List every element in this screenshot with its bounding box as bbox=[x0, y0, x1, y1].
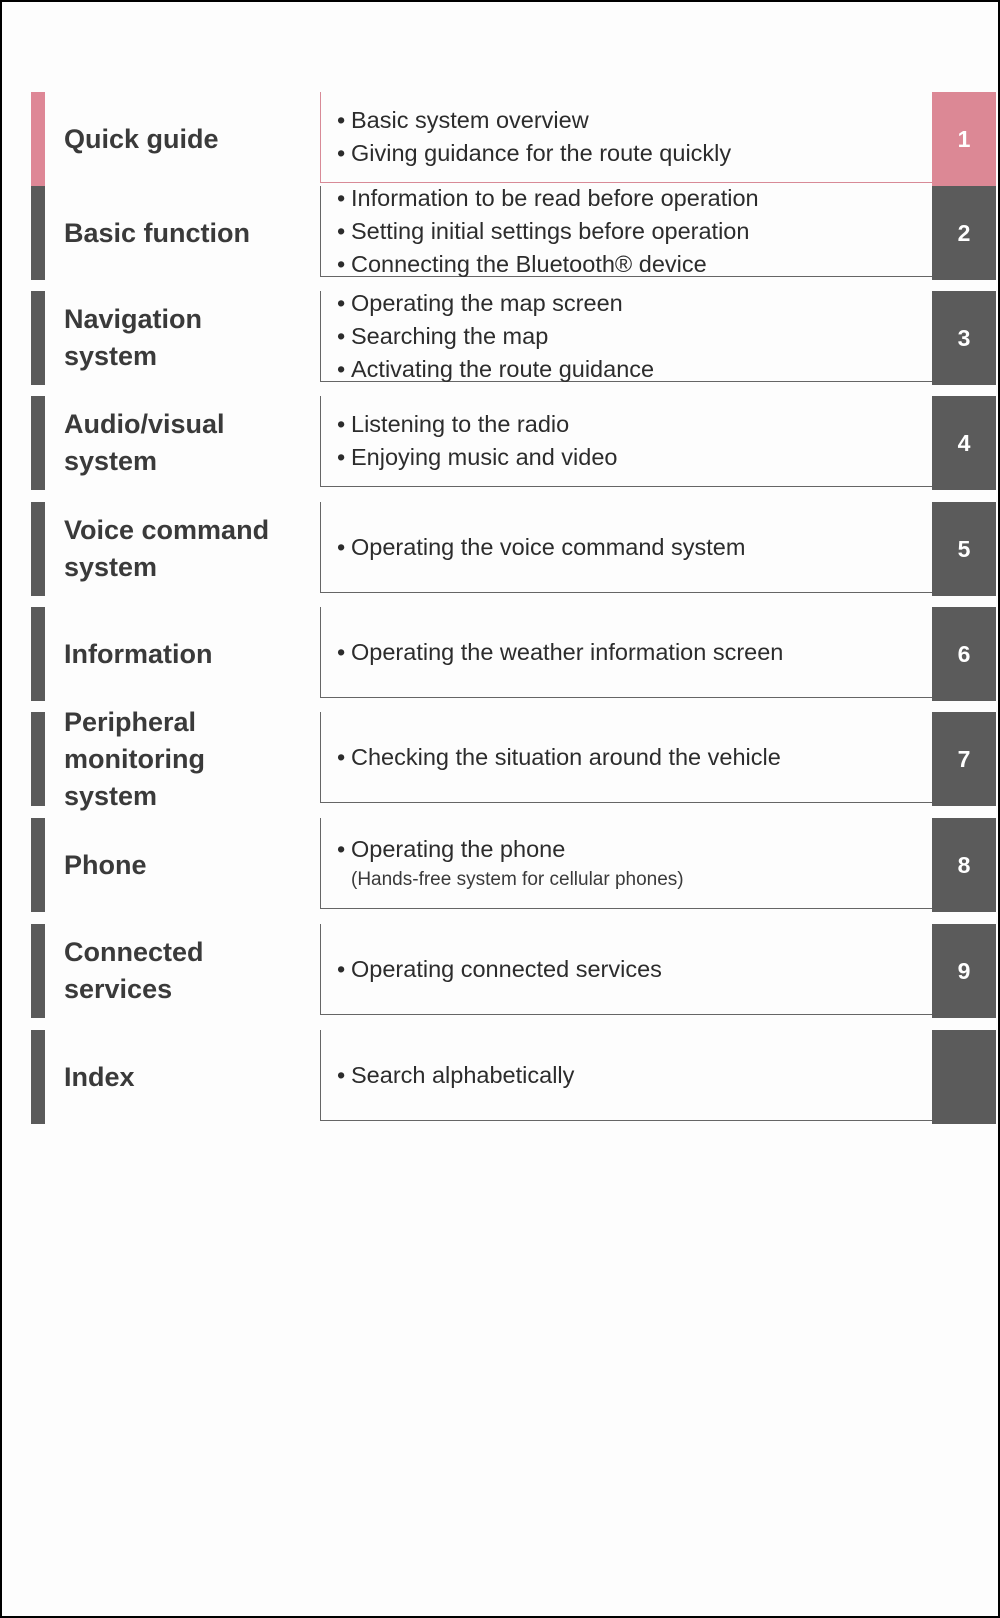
section-contents bbox=[320, 502, 932, 593]
contents-item[interactable]: • Searching the map bbox=[337, 320, 932, 353]
section-voice-command-system[interactable] bbox=[0, 502, 1000, 596]
section-tab[interactable]: 4 bbox=[932, 396, 996, 490]
contents-item[interactable]: • Checking the situation around the vehicle bbox=[337, 741, 932, 774]
section-tab[interactable]: 2 bbox=[932, 186, 996, 280]
section-tab[interactable]: 9 bbox=[932, 924, 996, 1018]
contents-item[interactable]: • Listening to the radio bbox=[337, 408, 932, 441]
contents-item[interactable]: • Setting initial settings before operation bbox=[337, 215, 932, 248]
section-contents bbox=[320, 712, 932, 803]
section-phone[interactable] bbox=[0, 818, 1000, 912]
section-audio-visual-system[interactable] bbox=[0, 396, 1000, 490]
section-color-bar bbox=[31, 92, 45, 186]
section-contents bbox=[320, 818, 932, 909]
section-color-bar bbox=[31, 924, 45, 1018]
section-color-bar bbox=[31, 396, 45, 490]
section-contents bbox=[320, 607, 932, 698]
section-title[interactable]: Quick guide bbox=[64, 123, 219, 154]
contents-item[interactable]: • Operating the map screen bbox=[337, 287, 932, 320]
section-navigation-system[interactable] bbox=[0, 291, 1000, 385]
section-index[interactable] bbox=[0, 1030, 1000, 1124]
section-title[interactable]: Peripheral monitoring system bbox=[64, 706, 205, 811]
contents-item[interactable]: • Enjoying music and video bbox=[337, 441, 932, 474]
contents-item[interactable]: • Operating the voice command system bbox=[337, 531, 932, 564]
section-tab[interactable]: 7 bbox=[932, 712, 996, 806]
section-title[interactable]: Connected services bbox=[64, 937, 204, 1004]
section-connected-services[interactable] bbox=[0, 924, 1000, 1018]
section-contents bbox=[320, 291, 932, 382]
section-title[interactable]: Phone bbox=[64, 849, 147, 880]
section-contents bbox=[320, 924, 932, 1015]
section-title[interactable]: Voice command system bbox=[64, 515, 270, 582]
section-title[interactable]: Index bbox=[64, 1061, 135, 1092]
section-title[interactable]: Information bbox=[64, 638, 213, 669]
section-tab[interactable]: 1 bbox=[932, 92, 996, 186]
section-peripheral-monitoring-system[interactable] bbox=[0, 706, 1000, 811]
section-quick-guide[interactable] bbox=[0, 92, 1000, 186]
section-information[interactable] bbox=[0, 607, 1000, 701]
section-color-bar bbox=[31, 818, 45, 912]
contents-item[interactable]: • Information to be read before operation bbox=[337, 182, 932, 215]
section-basic-function[interactable] bbox=[0, 186, 1000, 280]
section-tab[interactable]: 3 bbox=[932, 291, 996, 385]
section-title[interactable]: Navigation system bbox=[64, 304, 203, 371]
section-color-bar bbox=[31, 502, 45, 596]
contents-item[interactable]: • Basic system overview bbox=[337, 104, 932, 137]
section-color-bar bbox=[31, 607, 45, 701]
section-color-bar bbox=[31, 186, 45, 280]
section-title[interactable]: Audio/visual system bbox=[64, 409, 225, 476]
section-color-bar bbox=[31, 291, 45, 385]
section-contents bbox=[320, 186, 932, 277]
section-tab[interactable]: 6 bbox=[932, 607, 996, 701]
section-tab[interactable]: 8 bbox=[932, 818, 996, 912]
contents-item[interactable]: • Giving guidance for the route quickly bbox=[337, 137, 932, 170]
section-title[interactable]: Basic function bbox=[64, 217, 251, 248]
contents-item[interactable]: • Connecting the Bluetooth® device bbox=[337, 248, 932, 281]
contents-item[interactable]: • Operating connected services bbox=[337, 953, 932, 986]
contents-item[interactable]: • Operating the phone bbox=[337, 833, 932, 866]
section-contents bbox=[320, 92, 932, 183]
contents-note: (Hands-free system for cellular phones) bbox=[351, 868, 684, 890]
section-tab[interactable] bbox=[932, 1030, 996, 1124]
section-color-bar bbox=[31, 712, 45, 806]
contents-item[interactable]: • Activating the route guidance bbox=[337, 353, 932, 386]
contents-item[interactable]: • Operating the weather information screen bbox=[337, 636, 932, 669]
contents-item[interactable]: • Search alphabetically bbox=[337, 1059, 932, 1092]
section-color-bar bbox=[31, 1030, 45, 1124]
section-contents bbox=[320, 1030, 932, 1121]
section-tab[interactable]: 5 bbox=[932, 502, 996, 596]
section-contents bbox=[320, 396, 932, 487]
